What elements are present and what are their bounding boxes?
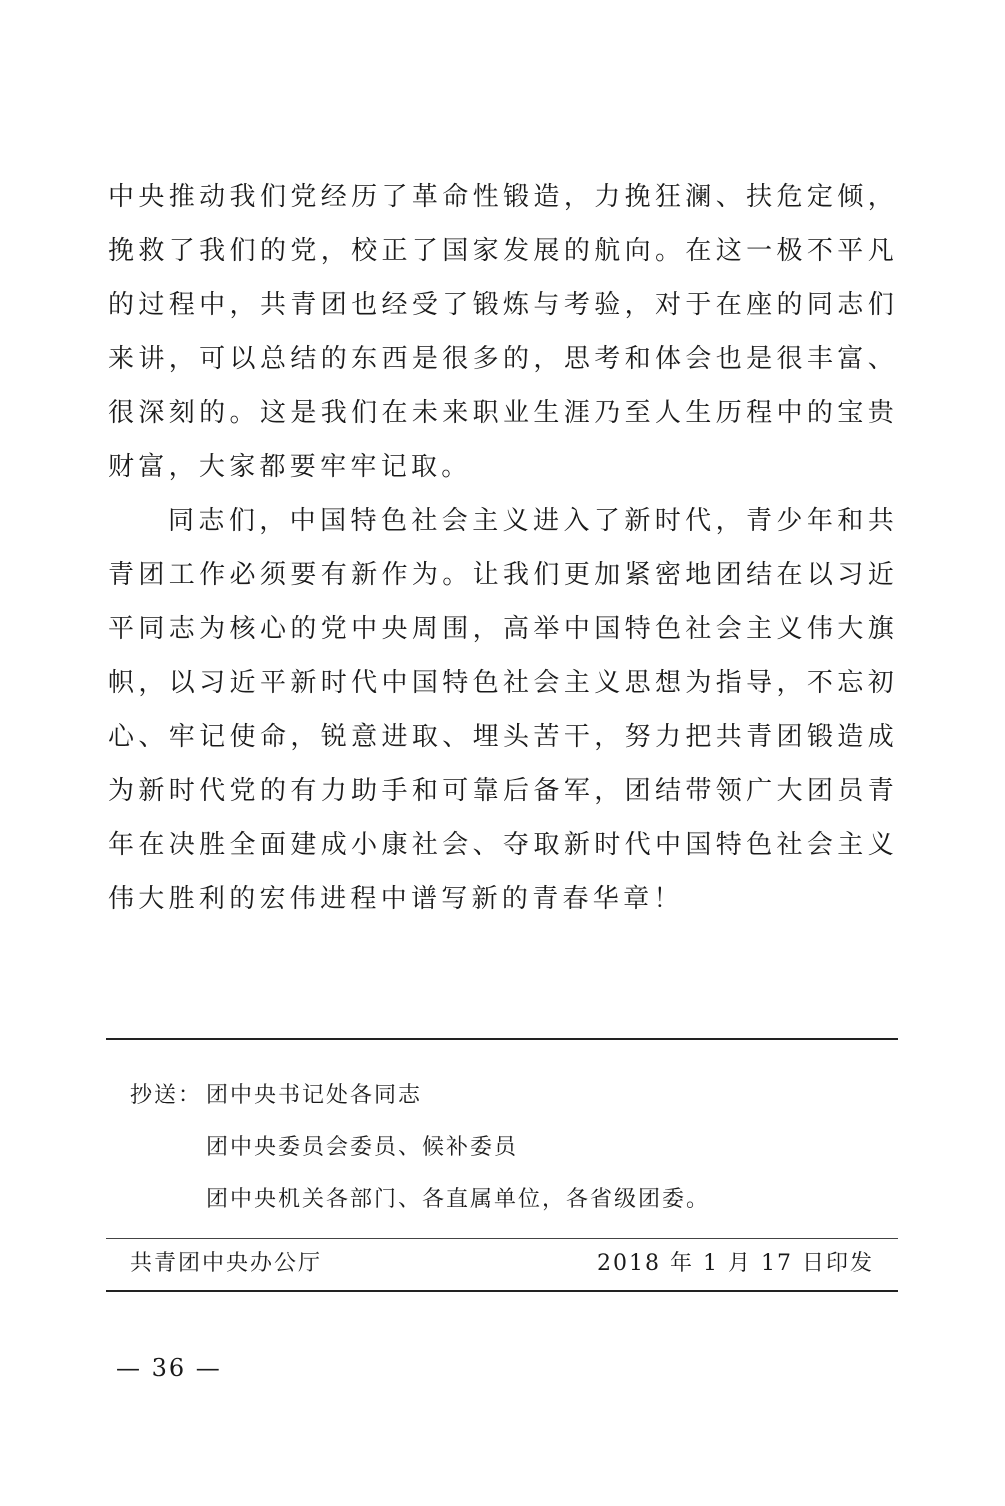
cc-row-first <box>130 1070 710 1122</box>
cc-row <box>130 1174 710 1226</box>
cc-block <box>130 1070 710 1226</box>
cc-recipient: 团中央委员会委员、候补委员 <box>206 1135 519 1160</box>
paragraph-continuation: 中央推动我们党经历了革命性锻造，力挽狂澜、扶危定倾，挽救了我们的党，校正了国家发展的航向。在这一极不平凡的过程中，共青团也经受了锻炼与考验，对于在座的同志们来讲，可以总结的东西是很多的，思考和体会也是很丰富、很深刻的。这是我们在未来职业生涯乃至人生历程中的宝贵财富，大家都要牢牢记取。 <box>108 182 898 482</box>
issuer-name: 共青团中央办公厅 <box>130 1251 323 1276</box>
issuance-footer <box>130 1246 874 1282</box>
footer-top-rule <box>106 1238 898 1239</box>
cc-recipient: 团中央机关各部门、各直属单位，各省级团委。 <box>206 1187 711 1212</box>
body-text <box>108 170 898 926</box>
issue-date: 2018 年 1 月 17 日印发 <box>597 1251 874 1276</box>
footer-bottom-rule <box>106 1290 898 1292</box>
page-number: — 36 — <box>116 1354 222 1382</box>
cc-label: 抄送： <box>130 1083 203 1108</box>
cc-top-rule <box>106 1038 898 1040</box>
cc-row <box>130 1122 710 1174</box>
paragraph-closing: 同志们，中国特色社会主义进入了新时代，青少年和共青团工作必须要有新作为。让我们更加紧密地团结在以习近平同志为核心的党中央周围，高举中国特色社会主义伟大旗帜，以习近平新时代中国特色社会主义思想为指导，不忘初心、牢记使命，锐意进取、埋头苦干，努力把共青团锻造成为新时代党的有力助手和可靠后备军，团结带领广大团员青年在决胜全面建成小康社会、夺取新时代中国特色社会主义伟大胜利的宏伟进程中谱写新的青春华章！ <box>108 506 898 914</box>
cc-recipient: 团中央书记处各同志 <box>206 1083 423 1108</box>
